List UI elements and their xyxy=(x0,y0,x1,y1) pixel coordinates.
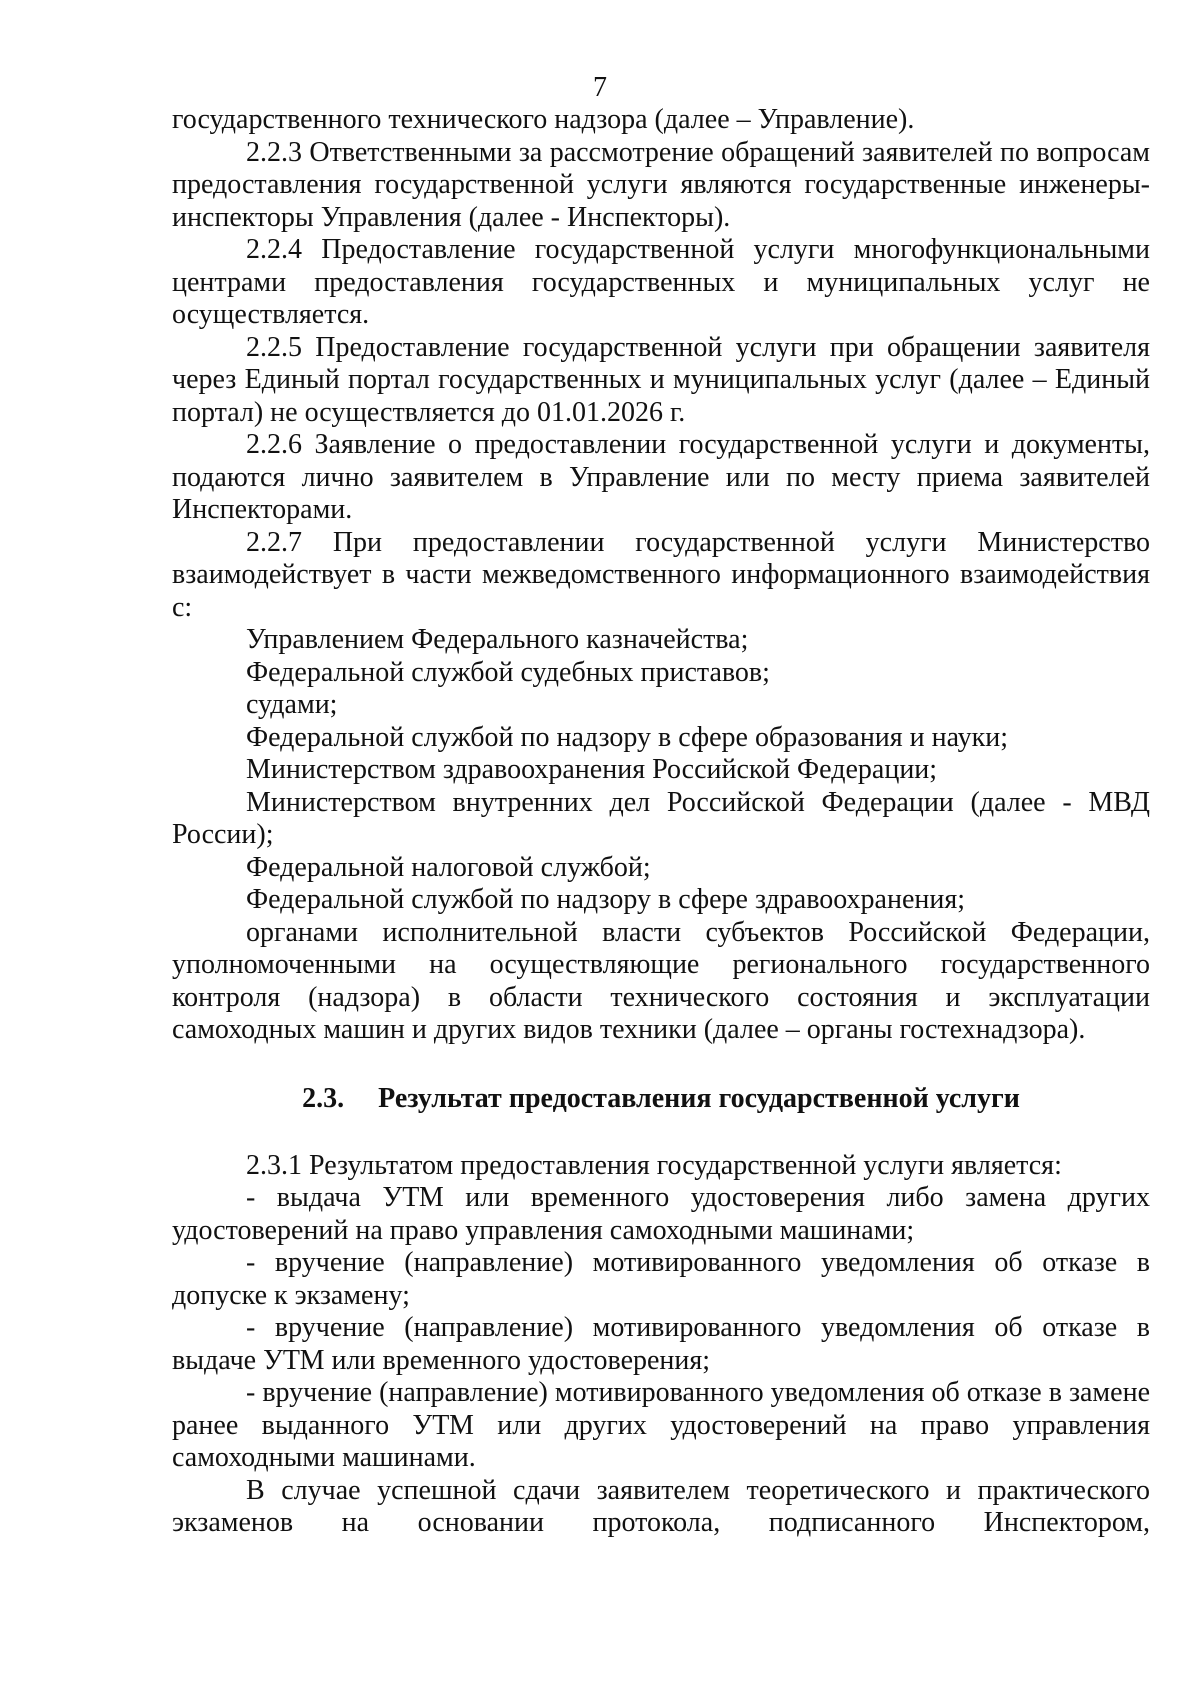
paragraph: Министерством здравоохранения Российской Федерации; xyxy=(246,754,938,785)
paragraph: 2.2.7 При предоставлении государственной услуги Министерство взаимодействует в части межведомственного информационного взаимодействия с: xyxy=(172,526,1150,623)
paragraph: органами исполнительной власти субъектов Российской Федерации, уполномоченными на осуществляющие регионального государственного контроля (надзора) в области технического состояния и эксплуатации самоходных машин и других видов техники (далее – органы гостехнадзора). xyxy=(172,916,1150,1045)
paragraph: В случае успешной сдачи заявителем теоретического и практического экзаменов на основании протокола, подписанного Инспектором, xyxy=(172,1474,1150,1538)
paragraph: - вручение (направление) мотивированного уведомления об отказе в выдаче УТМ или временного удостоверения; xyxy=(172,1312,1150,1376)
paragraph: Федеральной налоговой службой; xyxy=(246,851,651,883)
paragraph: Управлением Федерального казначейства; xyxy=(246,624,749,655)
paragraphs-after xyxy=(172,1150,1150,1540)
paragraphs-before xyxy=(172,104,1150,1047)
section-title: Результат предоставления государственной услуги xyxy=(378,1082,1020,1114)
paragraph: судами; xyxy=(246,689,338,720)
paragraph: 2.3.1 Результатом предоставления государственной услуги является: xyxy=(246,1149,1062,1181)
page-number: 7 xyxy=(593,72,607,103)
paragraph: Федеральной службой по надзору в сфере здравоохранения; xyxy=(246,884,966,915)
paragraph: 2.2.3 Ответственными за рассмотрение обращений заявителей по вопросам предоставления государственной услуги являются государственные инженеры-инспекторы Управления (далее - Инспекторы). xyxy=(172,136,1150,233)
paragraph: Министерством внутренних дел Российской Федерации (далее - МВД России); xyxy=(172,786,1150,850)
paragraph: - вручение (направление) мотивированного уведомления об отказе в замене ранее выданного УТМ или других удостоверений на право управления самоходными машинами. xyxy=(172,1377,1150,1473)
paragraph: - выдача УТМ или временного удостоверения либо замена других удостоверений на право управления самоходными машинами; xyxy=(172,1182,1150,1246)
section-number: 2.3. xyxy=(302,1082,345,1114)
paragraph: - вручение (направление) мотивированного уведомления об отказе в допуске к экзамену; xyxy=(172,1247,1150,1311)
paragraph: 2.2.5 Предоставление государственной услуги при обращении заявителя через Единый портал государственных и муниципальных услуг (далее – Единый портал) не осуществляется до 01.01.2026 г. xyxy=(172,331,1150,428)
paragraph: Федеральной службой по надзору в сфере образования и науки; xyxy=(246,721,1009,753)
document-body xyxy=(172,104,1150,1540)
paragraph: Федеральной службой судебных приставов; xyxy=(246,656,770,688)
paragraph: государственного технического надзора (далее – Управление). xyxy=(172,104,915,135)
paragraph: 2.2.4 Предоставление государственной услуги многофункциональными центрами предоставления государственных и муниципальных услуг не осуществляется. xyxy=(172,234,1150,330)
paragraph: 2.2.6 Заявление о предоставлении государственной услуги и документы, подаются лично заявителем в Управление или по месту приема заявителей Инспекторами. xyxy=(172,429,1150,525)
section-heading xyxy=(172,1083,1150,1115)
